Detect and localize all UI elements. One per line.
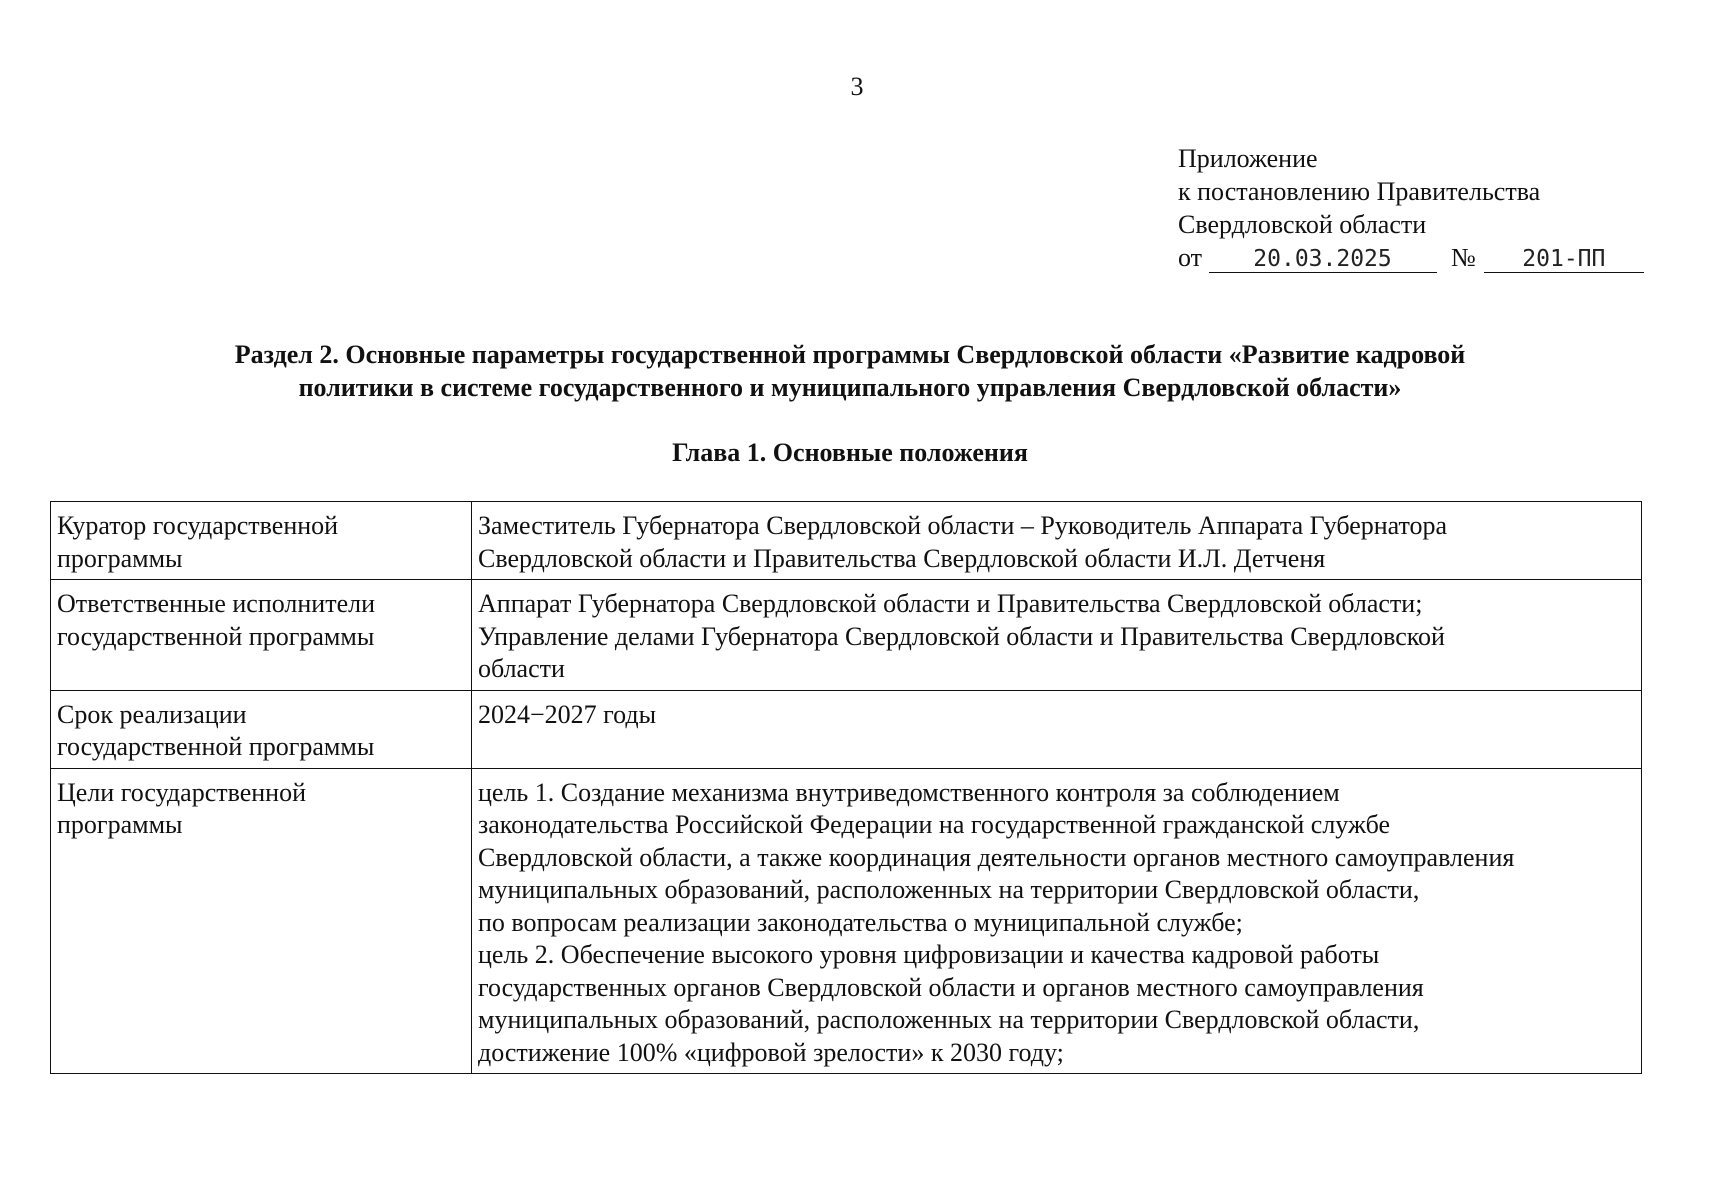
from-label: от bbox=[1178, 243, 1203, 272]
row-label-line: государственной программы bbox=[57, 732, 375, 761]
row-value-line: области bbox=[478, 654, 565, 683]
row-value-line: муниципальных образований, расположенных на территории Свердловской области, bbox=[478, 875, 1420, 904]
row-label bbox=[51, 690, 472, 768]
row-label bbox=[51, 580, 472, 691]
row-label-line: Цели государственной bbox=[57, 777, 307, 807]
table-row-goals bbox=[51, 768, 1642, 1074]
appendix-line-3: Свердловской области bbox=[1178, 210, 1427, 239]
table-row-executors bbox=[51, 580, 1642, 691]
row-value-line: Свердловской области и Правительства Свердловской области И.Л. Детченя bbox=[478, 543, 1326, 573]
section-title-line-1: Раздел 2. Основные параметры государственной программы Свердловской области «Развитие кадровой bbox=[234, 340, 1466, 369]
appendix-line-2: к постановлению Правительства bbox=[1178, 177, 1541, 206]
row-value-line: Свердловской области, а также координация деятельности органов местного самоуправления bbox=[478, 842, 1515, 872]
row-label-line: Ответственные исполнители bbox=[57, 589, 376, 618]
chapter-title: Глава 1. Основные положения bbox=[672, 438, 1028, 467]
appendix-date-number-line bbox=[1178, 241, 1644, 274]
appendix-line-1: Приложение bbox=[1178, 144, 1318, 173]
row-value-line: государственных органов Свердловской области и органов местного самоуправления bbox=[478, 972, 1424, 1002]
resolution-number: 201-ПП bbox=[1484, 246, 1644, 273]
row-value-line: 2024−2027 годы bbox=[478, 699, 657, 729]
page-number: 3 bbox=[850, 72, 864, 101]
row-value bbox=[472, 690, 1642, 768]
row-value-line: по вопросам реализации законодательства о муниципальной службе; bbox=[478, 907, 1243, 937]
row-label-line: программы bbox=[57, 810, 183, 839]
table-row-period bbox=[51, 690, 1642, 768]
row-value-line: законодательства Российской Федерации на государственной гражданской службе bbox=[478, 810, 1391, 839]
section-title-line-2: политики в системе государственного и муниципального управления Свердловской области» bbox=[298, 373, 1402, 402]
row-value-line: цель 2. Обеспечение высокого уровня цифровизации и качества кадровой работы bbox=[478, 940, 1380, 969]
row-label bbox=[51, 768, 472, 1074]
section-title bbox=[100, 338, 1600, 404]
program-parameters-table bbox=[50, 501, 1642, 1074]
table-row-curator bbox=[51, 502, 1642, 580]
row-label-line: Куратор государственной bbox=[57, 511, 339, 540]
row-label-line: Срок реализации bbox=[57, 699, 247, 729]
row-value-line: Аппарат Губернатора Свердловской области и Правительства Свердловской области; bbox=[478, 589, 1423, 618]
row-label-line: государственной программы bbox=[57, 621, 375, 651]
number-sign: № bbox=[1451, 243, 1476, 272]
row-label bbox=[51, 502, 472, 580]
row-value-line: цель 1. Создание механизма внутриведомственного контроля за соблюдением bbox=[478, 777, 1340, 807]
row-value bbox=[472, 768, 1642, 1074]
row-value-line: муниципальных образований, расположенных на территории Свердловской области, bbox=[478, 1005, 1420, 1034]
row-value-line: Управление делами Губернатора Свердловской области и Правительства Свердловской bbox=[478, 621, 1445, 651]
row-value-line: достижение 100% «цифровой зрелости» к 2030 году; bbox=[478, 1037, 1064, 1067]
row-value-line: Заместитель Губернатора Свердловской области – Руководитель Аппарата Губернатора bbox=[478, 511, 1448, 540]
row-label-line: программы bbox=[57, 543, 183, 573]
resolution-date: 20.03.2025 bbox=[1209, 246, 1437, 273]
row-value bbox=[472, 580, 1642, 691]
appendix-block bbox=[1178, 142, 1644, 274]
row-value bbox=[472, 502, 1642, 580]
